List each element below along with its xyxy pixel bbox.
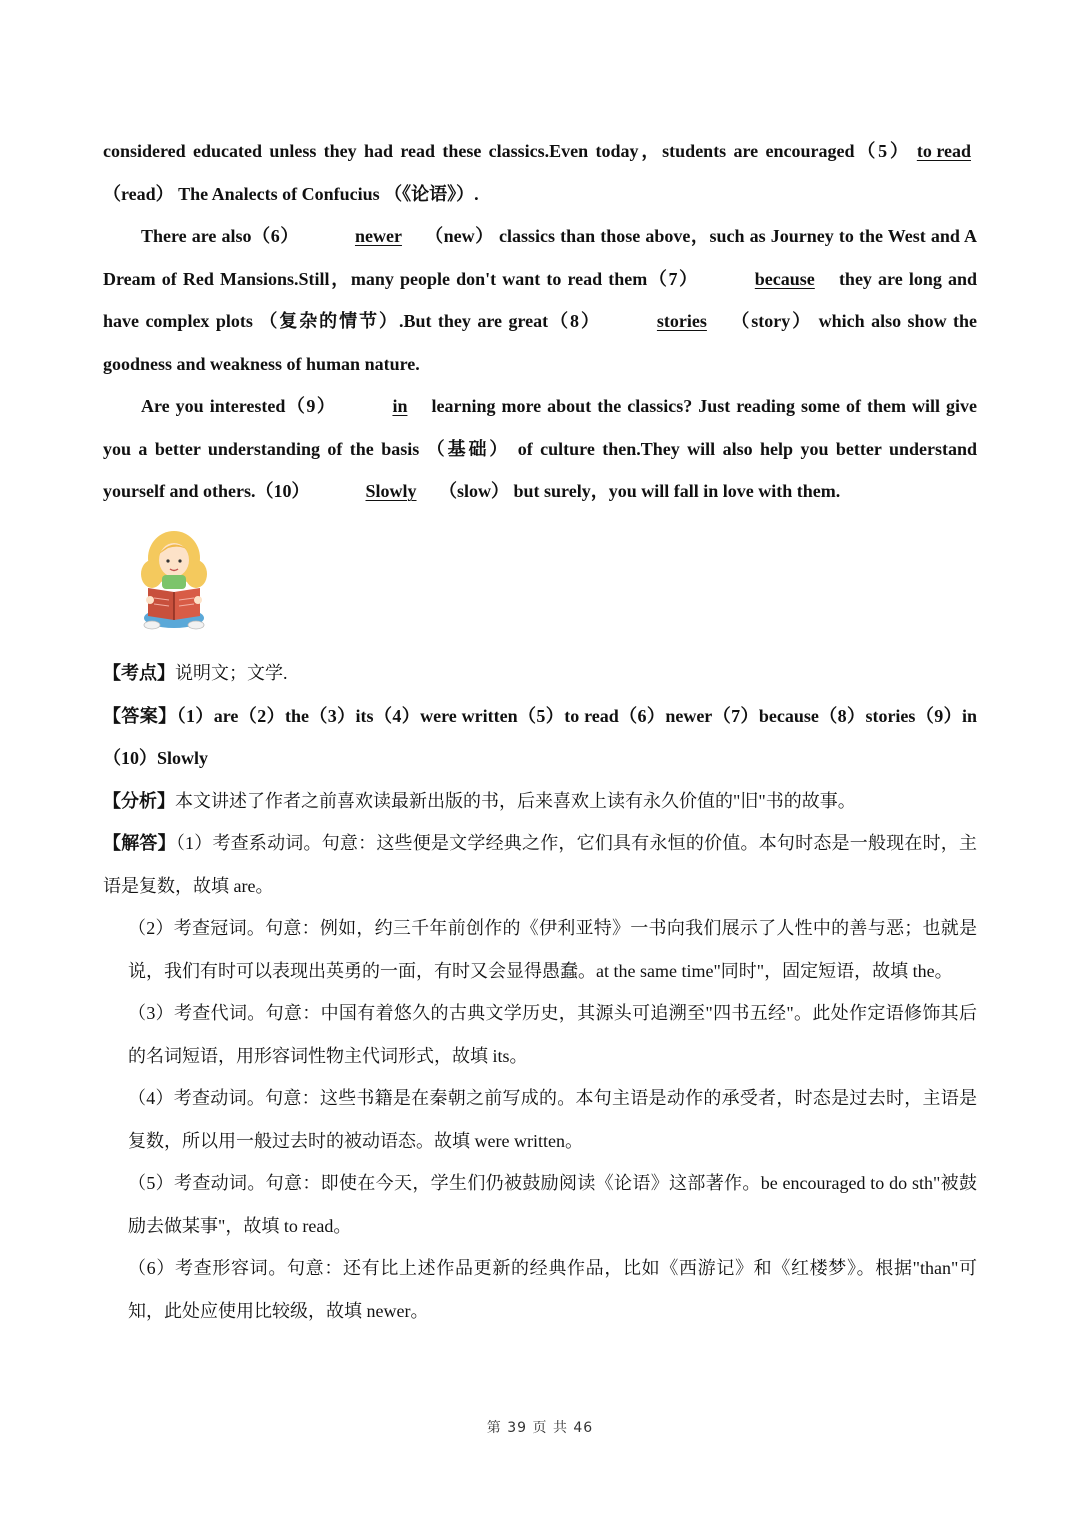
answer-blank-5: to read	[916, 141, 971, 161]
analysis-fenxi	[103, 780, 977, 823]
answer-blank-9: in	[392, 396, 408, 416]
reading-passage	[103, 130, 977, 513]
answer-analysis	[103, 652, 977, 1332]
passage-text: There are also（6）	[141, 226, 299, 246]
page-number: 第 39 页 共 46	[486, 1420, 594, 1436]
girl-reading-book-icon	[138, 530, 210, 635]
section-tag: 【考点】	[103, 663, 175, 683]
analysis-item: （4）考查动词。句意：这些书籍是在秦朝之前写成的。本句主语是动作的承受者，时态是过去时，主语是复数，所以用一般过去时的被动语态。故填 were written。	[128, 1088, 977, 1151]
passage-text: （story） which also show the goodness and weakness of human nature.	[103, 311, 978, 374]
analysis-item: （2）考查冠词。句意：例如，约三千年前创作的《伊利亚特》一书向我们展示了人性中的善与恶；也就是说，我们有时可以表现出英勇的一面，有时又会显得愚蠢。at the same time"同时"，固定短语，故填 the。	[128, 918, 977, 981]
passage-paragraph	[103, 130, 977, 215]
answer-blank-10: Slowly	[365, 481, 417, 501]
passage-paragraph	[103, 215, 977, 385]
analysis-item: （5）考查动词。句意：即使在今天，学生们仍被鼓励阅读《论语》这部著作。be encouraged to do sth"被鼓励去做某事"，故填 to read。	[128, 1173, 977, 1236]
section-text: （1）考查系动词。句意：这些便是文学经典之作，它们具有永恒的价值。本句时态是一般现在时，主语是复数，故填 are。	[103, 833, 978, 896]
answer-blank-8: stories	[656, 311, 707, 331]
analysis-item: （3）考查代词。句意：中国有着悠久的古典文学历史，其源头可追溯至"四书五经"。此处作定语修饰其后的名词短语，用形容词性物主代词形式，故填 its。	[128, 1003, 977, 1066]
passage-text: （slow） but surely，you will fall in love with them.	[439, 481, 841, 501]
passage-paragraph	[103, 385, 977, 513]
passage-text: they are long and have complex plots （复杂的情节）.But they are great（8）	[103, 268, 978, 331]
section-text: （1）are（2）the（3）its（4）were written（5）to read（6）newer（7）because（8）stories（9）in（10）Slowly	[103, 705, 978, 768]
passage-text: （new） classics than those above，such as Journey to the West and A Dream of Red Mansions.Still，many people don't want to read them（7）	[103, 226, 977, 289]
analysis-jieda	[103, 822, 977, 907]
analysis-daan	[103, 695, 977, 780]
answer-blank-7: because	[754, 268, 815, 289]
section-tag: 【答案】	[103, 705, 177, 726]
passage-text: considered educated unless they had read these classics.Even today，students are encouraged（5）	[103, 141, 911, 161]
analysis-item: （6）考查形容词。句意：还有比上述作品更新的经典作品，比如《西游记》和《红楼梦》。根据"than"可知，此处应使用比较级，故填 newer。	[128, 1258, 977, 1321]
section-tag: 【分析】	[103, 790, 175, 811]
passage-text: learning more about the classics? Just reading some of them will give you a better understanding of the basis （基础） of culture then.They will also help you better understand yourself and others.（10）	[103, 396, 978, 501]
section-tag: 【解答】	[103, 833, 176, 853]
analysis-kaodian	[103, 652, 977, 695]
answer-blank-6: newer	[354, 226, 402, 246]
passage-text: Are you interested（9）	[141, 396, 337, 416]
passage-text: （read） The Analects of Confucius （《论语》）.	[103, 183, 479, 204]
section-text: 说明文；文学.	[175, 663, 288, 683]
section-text: 本文讲述了作者之前喜欢读最新出版的书，后来喜欢上读有永久价值的"旧"书的故事。	[175, 790, 856, 811]
